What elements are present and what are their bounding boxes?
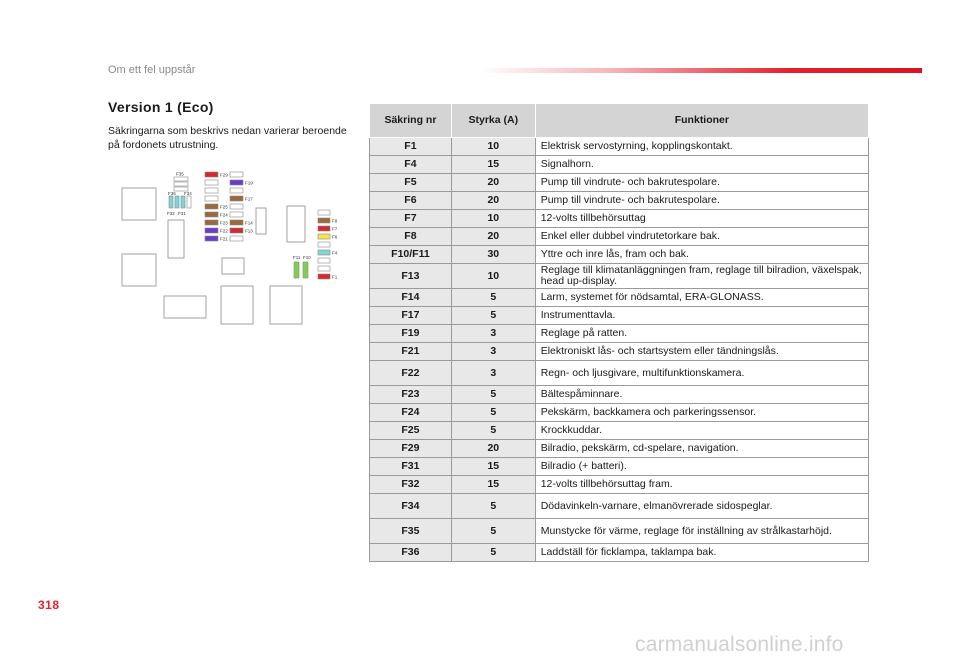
amperage-cell: 3: [451, 325, 535, 343]
fuse-number-cell: F22: [370, 361, 452, 386]
fuse-number-cell: F8: [370, 228, 452, 246]
fuse-number-cell: F7: [370, 210, 452, 228]
function-cell: Instrumenttavla.: [535, 307, 868, 325]
fuse-number-cell: F21: [370, 343, 452, 361]
amperage-cell: 5: [451, 544, 535, 562]
table-row: [370, 422, 869, 440]
amperage-cell: 15: [451, 476, 535, 494]
function-cell: Pump till vindrute- och bakrutespolare.: [535, 192, 868, 210]
function-cell: Bältespåminnare.: [535, 386, 868, 404]
amperage-cell: 10: [451, 138, 535, 156]
amperage-cell: 5: [451, 494, 535, 519]
table-row: [370, 174, 869, 192]
function-cell: Pekskärm, backkamera och parkeringssensor.: [535, 404, 868, 422]
header-accent-rule: [480, 68, 922, 73]
amperage-cell: 20: [451, 228, 535, 246]
function-cell: Elektrisk servostyrning, kopplingskontakt.: [535, 138, 868, 156]
relay-block: [164, 296, 206, 318]
function-cell: Bilradio (+ batteri).: [535, 458, 868, 476]
label-f22: F22: [220, 228, 228, 234]
fuse-number-cell: F6: [370, 192, 452, 210]
fuse-f13: [230, 228, 243, 233]
fuse-f14: [230, 220, 243, 225]
fuse-number-cell: F34: [370, 494, 452, 519]
fuse-f11: [294, 262, 299, 278]
label-f24: F24: [220, 212, 228, 218]
label-f32: F32: [167, 211, 175, 216]
table-row: [370, 325, 869, 343]
fuse-f4: [318, 250, 330, 255]
amperage-cell: 5: [451, 519, 535, 544]
amperage-cell: 20: [451, 174, 535, 192]
table-row: [370, 138, 869, 156]
fuse-f6: [318, 234, 330, 239]
table-row: [370, 440, 869, 458]
function-cell: Munstycke för värme, reglage för inställning av strålkastarhöjd.: [535, 519, 868, 544]
fuse-number-cell: F10/F11: [370, 246, 452, 264]
fuse-number-cell: F5: [370, 174, 452, 192]
relay-block: [168, 220, 184, 258]
fuse-number-cell: F13: [370, 264, 452, 289]
table-row: [370, 289, 869, 307]
page-number: 318: [38, 598, 60, 612]
label-f21: F21: [220, 236, 228, 242]
fuse-number-cell: F23: [370, 386, 452, 404]
amperage-cell: 15: [451, 156, 535, 174]
fuse-f21: [205, 236, 218, 241]
function-cell: Krockkuddar.: [535, 422, 868, 440]
fuse-number-cell: F19: [370, 325, 452, 343]
label-f35: F35: [176, 171, 184, 177]
label-f25: F25: [220, 204, 228, 210]
version-title: Version 1 (Eco): [108, 99, 214, 115]
fuse-number-cell: F31: [370, 458, 452, 476]
version-description: Säkringarna som beskrivs nedan varierar beroende på fordonets utrustning.: [108, 125, 347, 151]
fuse-f35: [174, 177, 188, 181]
table-row: [370, 228, 869, 246]
label-f11: F11: [293, 255, 301, 260]
fuse-f25: [205, 204, 218, 209]
amperage-cell: 20: [451, 440, 535, 458]
amperage-cell: 5: [451, 386, 535, 404]
amperage-cell: 5: [451, 404, 535, 422]
amperage-cell: 10: [451, 210, 535, 228]
fuse-number-cell: F24: [370, 404, 452, 422]
function-cell: Dödavinkeln-varnare, elmanövrerade sidospeglar.: [535, 494, 868, 519]
fuse-f29: [205, 172, 218, 177]
function-cell: Laddställ för ficklampa, taklampa bak.: [535, 544, 868, 562]
fuse-number-cell: F32: [370, 476, 452, 494]
relay-block: [221, 286, 253, 324]
amperage-cell: 3: [451, 361, 535, 386]
header-functions: Funktioner: [535, 104, 868, 138]
fuse-f34: [181, 196, 185, 208]
fuse-f22: [205, 228, 218, 233]
fuse-number-cell: F4: [370, 156, 452, 174]
table-row: [370, 458, 869, 476]
amperage-cell: 3: [451, 343, 535, 361]
label-f7: F7: [332, 226, 338, 232]
label-f29: F29: [220, 172, 228, 178]
function-cell: Elektroniskt lås- och startsystem eller tändningslås.: [535, 343, 868, 361]
table-row: [370, 386, 869, 404]
table-row: [370, 210, 869, 228]
table-row: [370, 494, 869, 519]
table-row: [370, 192, 869, 210]
label-f6: F6: [332, 234, 338, 240]
watermark: carmanualsonline.info: [635, 633, 844, 656]
amperage-cell: 5: [451, 307, 535, 325]
fuse-number-cell: F25: [370, 422, 452, 440]
fuse-f1: [318, 274, 330, 279]
function-cell: 12-volts tillbehörsuttag fram.: [535, 476, 868, 494]
table-row: [370, 246, 869, 264]
fuse-f36: [169, 196, 173, 208]
table-row: [370, 361, 869, 386]
fuse-number-cell: F14: [370, 289, 452, 307]
table-row: [370, 343, 869, 361]
fuse-box-diagram: [118, 168, 350, 328]
function-cell: Regn- och ljusgivare, multifunktionskamera.: [535, 361, 868, 386]
amperage-cell: 5: [451, 422, 535, 440]
function-cell: Enkel eller dubbel vindrutetorkare bak.: [535, 228, 868, 246]
fuse-f19: [230, 180, 243, 185]
table-header-row: [370, 104, 869, 138]
label-f8: F8: [332, 218, 338, 224]
table-row: [370, 156, 869, 174]
table-row: [370, 264, 869, 289]
amperage-cell: 20: [451, 192, 535, 210]
relay-block: [256, 208, 266, 234]
label-f36: F36: [168, 191, 176, 196]
relay-block: [122, 254, 156, 286]
label-f19: F19: [245, 180, 253, 186]
label-f23: F23: [220, 220, 228, 226]
amperage-cell: 10: [451, 264, 535, 289]
fuse-number-cell: F35: [370, 519, 452, 544]
fuse-f17: [230, 196, 243, 201]
header-amperage: Styrka (A): [451, 104, 535, 138]
relay-block: [287, 206, 305, 242]
label-f10: F10: [303, 255, 311, 260]
fuse-f10: [303, 262, 308, 278]
function-cell: Pump till vindrute- och bakrutespolare.: [535, 174, 868, 192]
fuse-number-cell: F29: [370, 440, 452, 458]
relay-block: [122, 188, 156, 220]
relay-block: [270, 286, 302, 324]
label-f34: F34: [184, 191, 192, 196]
table-row: [370, 307, 869, 325]
amperage-cell: 30: [451, 246, 535, 264]
table-row: [370, 404, 869, 422]
function-cell: Yttre och inre lås, fram och bak.: [535, 246, 868, 264]
function-cell: Larm, systemet för nödsamtal, ERA-GLONASS.: [535, 289, 868, 307]
table-row: [370, 476, 869, 494]
fuse-f23: [205, 220, 218, 225]
fuse-f7: [318, 226, 330, 231]
table-row: [370, 519, 869, 544]
header-fuse-number: Säkring nr: [370, 104, 452, 138]
function-cell: Reglage på ratten.: [535, 325, 868, 343]
fuse-f8: [318, 218, 330, 223]
fuse-table: [369, 103, 869, 562]
function-cell: Reglage till klimatanläggningen fram, reglage till bilradion, växelspak, head up-display.: [535, 264, 868, 289]
label-f14: F14: [245, 220, 253, 226]
label-f17: F17: [245, 196, 253, 202]
fuse-number-cell: F36: [370, 544, 452, 562]
section-header-title: Om ett fel uppstår: [108, 64, 196, 76]
label-f4: F4: [332, 250, 338, 256]
label-f31: F31: [178, 211, 186, 216]
function-cell: 12-volts tillbehörsuttag: [535, 210, 868, 228]
label-f1: F1: [332, 274, 338, 280]
amperage-cell: 5: [451, 289, 535, 307]
fuse-f24: [205, 212, 218, 217]
fuse-number-cell: F17: [370, 307, 452, 325]
amperage-cell: 15: [451, 458, 535, 476]
table-row: [370, 544, 869, 562]
function-cell: Bilradio, pekskärm, cd-spelare, navigation.: [535, 440, 868, 458]
fuse-number-cell: F1: [370, 138, 452, 156]
function-cell: Signalhorn.: [535, 156, 868, 174]
relay-block: [222, 258, 244, 274]
label-f13: F13: [245, 228, 253, 234]
